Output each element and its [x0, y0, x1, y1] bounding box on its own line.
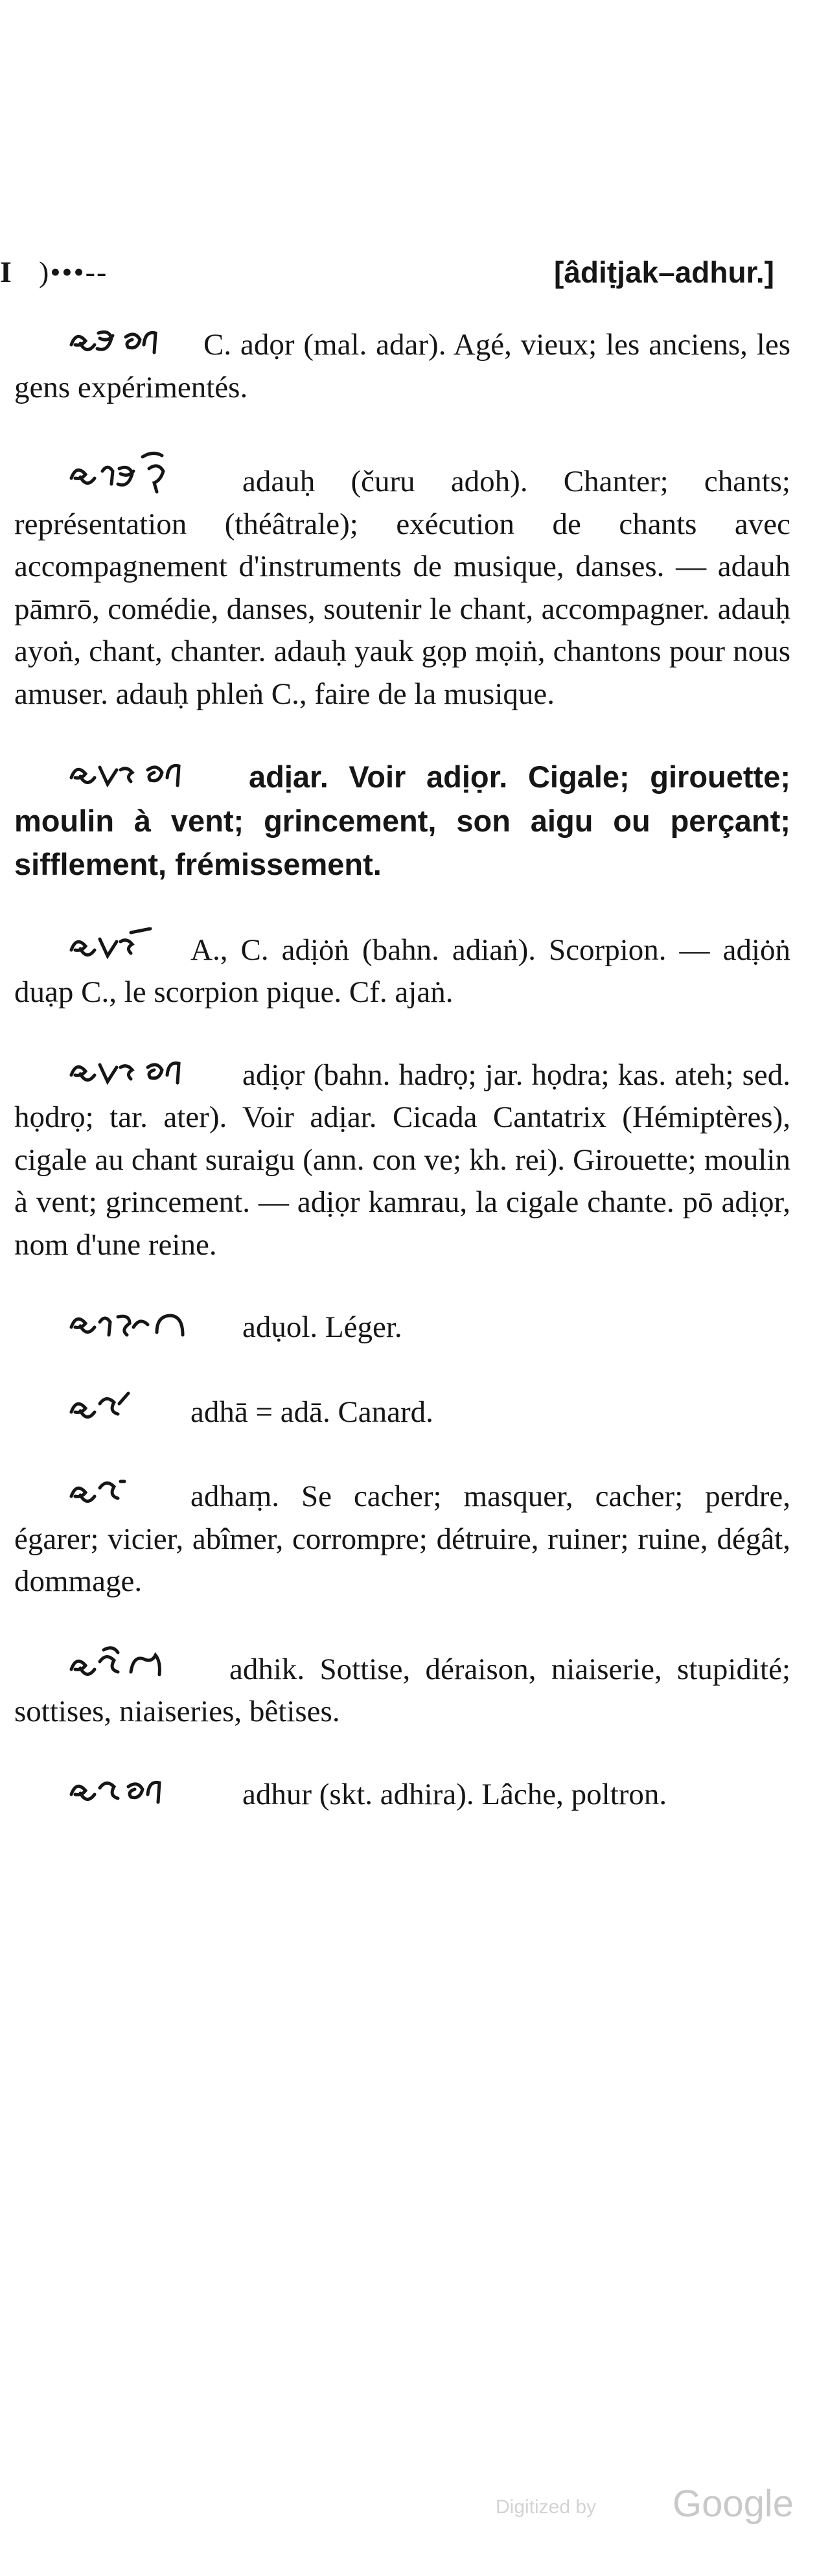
page-marker: I	[0, 255, 12, 288]
entry-adham: adhaṃ. Se cacher; masquer, cacher; perdre, égarer; vicier, abîmer, corrompre; détruire, ruiner; ruine, dégât, dommage.	[14, 1474, 790, 1603]
entry-aduol: adụol. Léger.	[14, 1306, 790, 1349]
entry-adha: adhā = adā. Canard.	[14, 1389, 790, 1434]
cham-script-glyph	[66, 1389, 176, 1428]
cham-script-glyph	[66, 1775, 228, 1811]
header-range: [âdiṭjak–adhur.]	[554, 255, 774, 289]
entry-ador: C. adọr (mal. adar). Agé, vieux; les anciens, les gens expérimentés.	[14, 324, 790, 409]
watermark-digitized: Digitized by	[496, 2496, 597, 2518]
entries-column	[14, 324, 790, 1856]
entry-adhik: adhik. Sottise, déraison, niaiserie, stupidité; sottises, niaiseries, bêtises.	[14, 1643, 790, 1734]
cham-script-glyph	[66, 1308, 228, 1343]
cham-script-glyph	[66, 758, 235, 794]
cham-script-glyph	[66, 1056, 228, 1091]
watermark-google: Google	[672, 2483, 794, 2525]
google-watermark	[496, 2482, 794, 2527]
cham-script-glyph	[66, 927, 176, 966]
cham-script-glyph	[66, 1643, 215, 1686]
entry-adion: A., C. adịȯṅ (bahn. adiaṅ). Scorpion. — adịȯṅ duạp C., le scorpion pique. Cf. ajaṅ.	[14, 927, 790, 1014]
cham-script-glyph	[66, 325, 189, 361]
entry-adauh: adauḥ (čuru adoh). Chanter; chants; représentation (théâtrale); exécution de chants avec accompagnement d'instruments de musique, danses. — adauh pāmrō, comédie, danses, soutenir le chant, accompagner. adauḥ ayoṅ, chant, chanter. adauḥ yauk gọp mọiṅ, chantons pour nous amuser. adauḥ phleṅ C., faire de la musique.	[14, 449, 790, 715]
entry-adior: adịọr (bahn. hadrọ; jar. họdra; kas. ateh; sed. họdrọ; tar. ater). Voir adịar. Cicada Cantatrix (Hémiptères), cigale au chant suraigu (ann. con ve; kh. rei). Girouette; moulin à vent; grincement. — adịọr kamrau, la cigale chante. pō adịọr, nom d'une reine.	[14, 1054, 790, 1267]
entry-adhur: adhur (skt. adhira). Lâche, poltron.	[14, 1774, 790, 1816]
cham-script-glyph	[66, 449, 228, 498]
entry-adiar: adịar. Voir adịọr. Cigale; girouette; moulin à vent; grincement, son aigu ou perçant; sifflement, frémissement.	[14, 760, 790, 881]
header-ornament: )•••--	[39, 255, 108, 288]
cham-script-glyph	[66, 1474, 176, 1513]
running-header	[0, 249, 790, 295]
